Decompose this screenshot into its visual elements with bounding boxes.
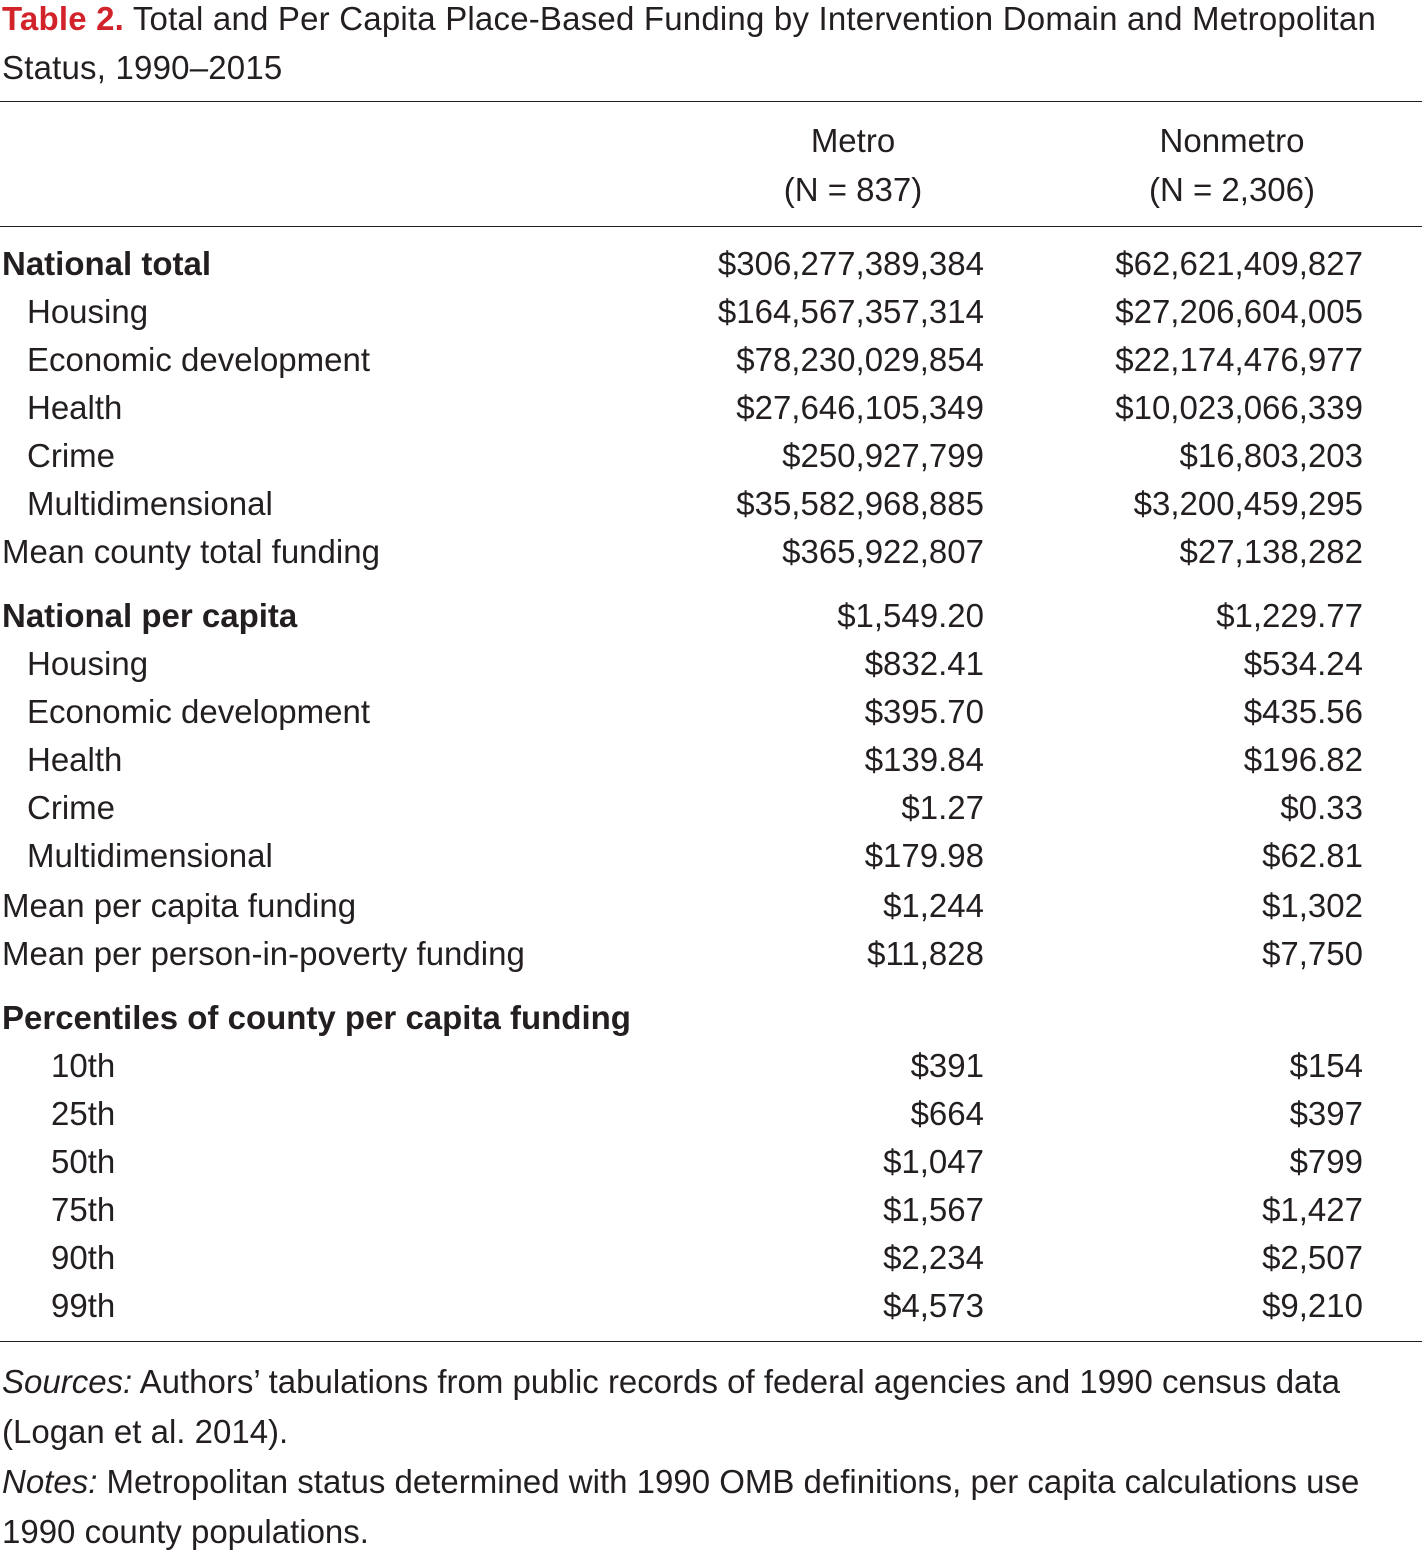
- metro-value: $1.27: [901, 789, 984, 826]
- column-name: Metro: [810, 122, 896, 159]
- metro-value: $2,234: [883, 1239, 984, 1276]
- notes-text: Metropolitan status determined with 1990 OMB definitions, per capita calculations use 1990 county populations.: [2, 1463, 1360, 1550]
- row-label: 99th: [51, 1287, 116, 1324]
- metro-value: $832.41: [864, 645, 984, 682]
- nonmetro-value: $435.56: [1243, 693, 1363, 730]
- table-row: [0, 832, 1422, 880]
- sources-note: [2, 1357, 1422, 1457]
- metro-value: $179.98: [864, 837, 984, 874]
- row-label: Percentiles of county per capita funding: [2, 999, 631, 1036]
- table-row: [0, 1186, 1422, 1234]
- nonmetro-value: $3,200,459,295: [1133, 485, 1363, 522]
- table-row: [0, 384, 1422, 432]
- row-label: Crime: [27, 789, 115, 826]
- column-name: Nonmetro: [1159, 122, 1305, 159]
- row-label: 90th: [51, 1239, 116, 1276]
- table-row: [0, 1138, 1422, 1186]
- table-caption: [2, 0, 1412, 92]
- metro-value: $306,277,389,384: [717, 245, 984, 282]
- table-row: [0, 640, 1422, 688]
- metro-value: $1,047: [883, 1143, 984, 1180]
- row-label: Economic development: [27, 693, 371, 730]
- row-label: Housing: [27, 645, 149, 682]
- nonmetro-value: $62,621,409,827: [1115, 245, 1363, 282]
- sources-label: Sources:: [2, 1363, 133, 1400]
- top-rule: [0, 101, 1422, 102]
- metro-value: $395.70: [864, 693, 984, 730]
- table-row: [0, 240, 1422, 288]
- metro-value: $664: [910, 1095, 984, 1132]
- table-label: Table 2.: [2, 0, 125, 37]
- metro-value: $27,646,105,349: [736, 389, 984, 426]
- table-row: [0, 882, 1422, 930]
- row-label: 25th: [51, 1095, 116, 1132]
- table-row: [0, 1234, 1422, 1282]
- nonmetro-value: $27,138,282: [1179, 533, 1363, 570]
- nonmetro-value: $154: [1289, 1047, 1363, 1084]
- table-title: Total and Per Capita Place-Based Funding by Intervention Domain and Metropolitan Status, 1990–2015: [2, 0, 1377, 86]
- row-label: National total: [2, 245, 212, 282]
- nonmetro-value: $1,302: [1262, 887, 1363, 924]
- metro-value: $164,567,357,314: [717, 293, 984, 330]
- table-row: [0, 336, 1422, 384]
- column-header-metro: [693, 116, 1013, 214]
- column-header-nonmetro: [1072, 116, 1392, 214]
- nonmetro-value: $2,507: [1262, 1239, 1363, 1276]
- metro-value: $139.84: [864, 741, 984, 778]
- nonmetro-value: $1,229.77: [1216, 597, 1363, 634]
- column-count: (N = 837): [783, 171, 923, 208]
- notes-note: [2, 1457, 1422, 1557]
- row-label: 75th: [51, 1191, 116, 1228]
- row-label: National per capita: [2, 597, 298, 634]
- table-row: [0, 688, 1422, 736]
- metro-value: $4,573: [883, 1287, 984, 1324]
- table-row: [0, 930, 1422, 978]
- nonmetro-value: $9,210: [1262, 1287, 1363, 1324]
- metro-value: $1,244: [883, 887, 984, 924]
- row-label: Mean per capita funding: [2, 887, 357, 924]
- row-label: Economic development: [27, 341, 371, 378]
- table-row: [0, 288, 1422, 336]
- nonmetro-value: $16,803,203: [1179, 437, 1363, 474]
- table-row: [0, 994, 1422, 1042]
- nonmetro-value: $27,206,604,005: [1115, 293, 1363, 330]
- nonmetro-value: $1,427: [1262, 1191, 1363, 1228]
- metro-value: $35,582,968,885: [736, 485, 984, 522]
- table-row: [0, 1282, 1422, 1330]
- nonmetro-value: $22,174,476,977: [1115, 341, 1363, 378]
- table-row: [0, 592, 1422, 640]
- row-label: Multidimensional: [27, 485, 273, 522]
- table-row: [0, 1090, 1422, 1138]
- row-label: 10th: [51, 1047, 116, 1084]
- table-row: [0, 1042, 1422, 1090]
- row-label: 50th: [51, 1143, 116, 1180]
- row-label: Crime: [27, 437, 115, 474]
- nonmetro-value: $7,750: [1262, 935, 1363, 972]
- bottom-rule: [0, 1341, 1422, 1342]
- notes-label: Notes:: [2, 1463, 98, 1500]
- metro-value: $365,922,807: [782, 533, 984, 570]
- nonmetro-value: $10,023,066,339: [1115, 389, 1363, 426]
- table-row: [0, 528, 1422, 576]
- nonmetro-value: $534.24: [1243, 645, 1363, 682]
- metro-value: $1,567: [883, 1191, 984, 1228]
- metro-value: $250,927,799: [782, 437, 984, 474]
- nonmetro-value: $799: [1289, 1143, 1363, 1180]
- header-rule: [0, 226, 1422, 227]
- metro-value: $1,549.20: [837, 597, 984, 634]
- nonmetro-value: $196.82: [1243, 741, 1363, 778]
- nonmetro-value: $62.81: [1262, 837, 1363, 874]
- table-row: [0, 784, 1422, 832]
- row-label: Mean per person-in-poverty funding: [2, 935, 525, 972]
- nonmetro-value: $397: [1289, 1095, 1363, 1132]
- table-row: [0, 432, 1422, 480]
- metro-value: $11,828: [867, 935, 984, 972]
- row-label: Mean county total funding: [2, 533, 380, 570]
- row-label: Housing: [27, 293, 149, 330]
- metro-value: $391: [910, 1047, 984, 1084]
- table-row: [0, 736, 1422, 784]
- table-notes: [2, 1357, 1422, 1557]
- row-label: Health: [27, 389, 123, 426]
- row-label: Multidimensional: [27, 837, 273, 874]
- metro-value: $78,230,029,854: [736, 341, 984, 378]
- table-row: [0, 480, 1422, 528]
- row-label: Health: [27, 741, 123, 778]
- sources-text: Authors’ tabulations from public records of federal agencies and 1990 census data (Logan et al. 2014).: [2, 1363, 1340, 1450]
- nonmetro-value: $0.33: [1280, 789, 1363, 826]
- column-count: (N = 2,306): [1149, 171, 1315, 208]
